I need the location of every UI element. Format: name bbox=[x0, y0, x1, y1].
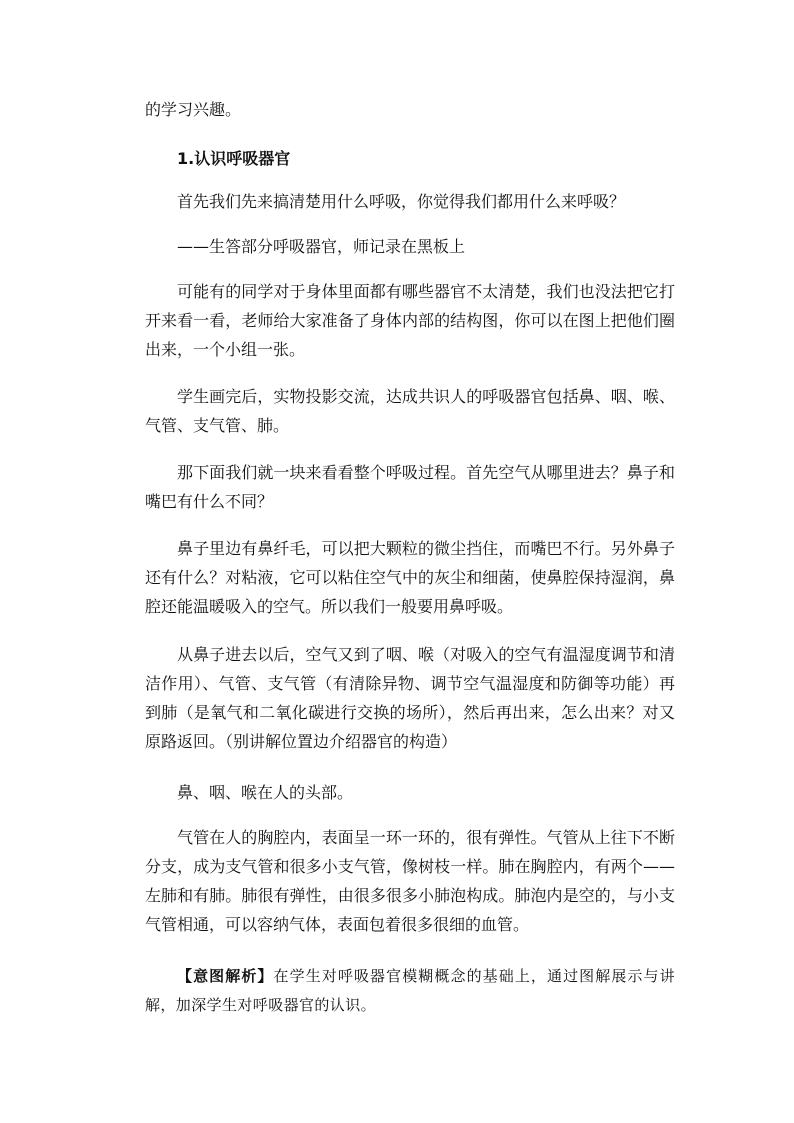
intro-tail-text: 的学习兴趣。 bbox=[145, 100, 242, 119]
intent-paragraph bbox=[145, 962, 675, 1020]
intent-text: 在学生对呼吸器官模糊概念的基础上，通过图解展示与讲解，加深学生对呼吸器官的认识。 bbox=[145, 967, 675, 1014]
paragraph-3: 可能有的同学对于身体里面都有哪些器官不太清楚，我们也没法把它打开来看一看，老师给大家准备了身体内部的结构图，你可以在图上把他们圈出来，一个小组一张。 bbox=[145, 282, 675, 359]
paragraph-9: 气管在人的胸腔内，表面呈一环一环的，很有弹性。气管从上往下不断分支，成为支气管和很多小支气管，像树枝一样。肺在胸腔内，有两个——左肺和有肺。肺很有弹性，由很多很多小肺泡构成。肺泡内是空的，与小支气管相通，可以容纳气体，表面包着很多很细的血管。 bbox=[145, 828, 675, 934]
paragraph-6: 鼻子里边有鼻纤毛，可以把大颗粒的微尘挡住，而嘴巴不行。另外鼻子还有什么？对粘液，它可以粘住空气中的灰尘和细菌，使鼻腔保持湿润，鼻腔还能温暖吸入的空气。所以我们一般要用鼻呼吸。 bbox=[145, 539, 675, 616]
paragraph-2: ——生答部分呼吸器官，师记录在黑板上 bbox=[177, 237, 466, 256]
paragraph-4: 学生画完后，实物投影交流，达成共识人的呼吸器官包括鼻、咽、喉、气管、支气管、肺。 bbox=[145, 387, 675, 435]
paragraph-7: 从鼻子进去以后，空气又到了咽、喉（对吸入的空气有温湿度调节和清洁作用）、气管、支气管（有清除异物、调节空气温湿度和防御等功能）再到肺（是氧气和二氧化碳进行交换的场所），然后再出来，怎么出来？对又原路返回。（别讲解位置边介绍器官的构造） bbox=[145, 645, 675, 751]
intent-label: 【意图解析】 bbox=[177, 967, 274, 985]
paragraph-5: 那下面我们就一块来看看整个呼吸过程。首先空气从哪里进去？鼻子和嘴巴有什么不同？ bbox=[145, 463, 675, 511]
paragraph-8: 鼻、咽、喉在人的头部。 bbox=[177, 783, 354, 802]
section-heading: 1.认识呼吸器官 bbox=[177, 149, 291, 168]
paragraph-1: 首先我们先来搞清楚用什么呼吸，你觉得我们都用什么来呼吸？ bbox=[177, 192, 626, 211]
